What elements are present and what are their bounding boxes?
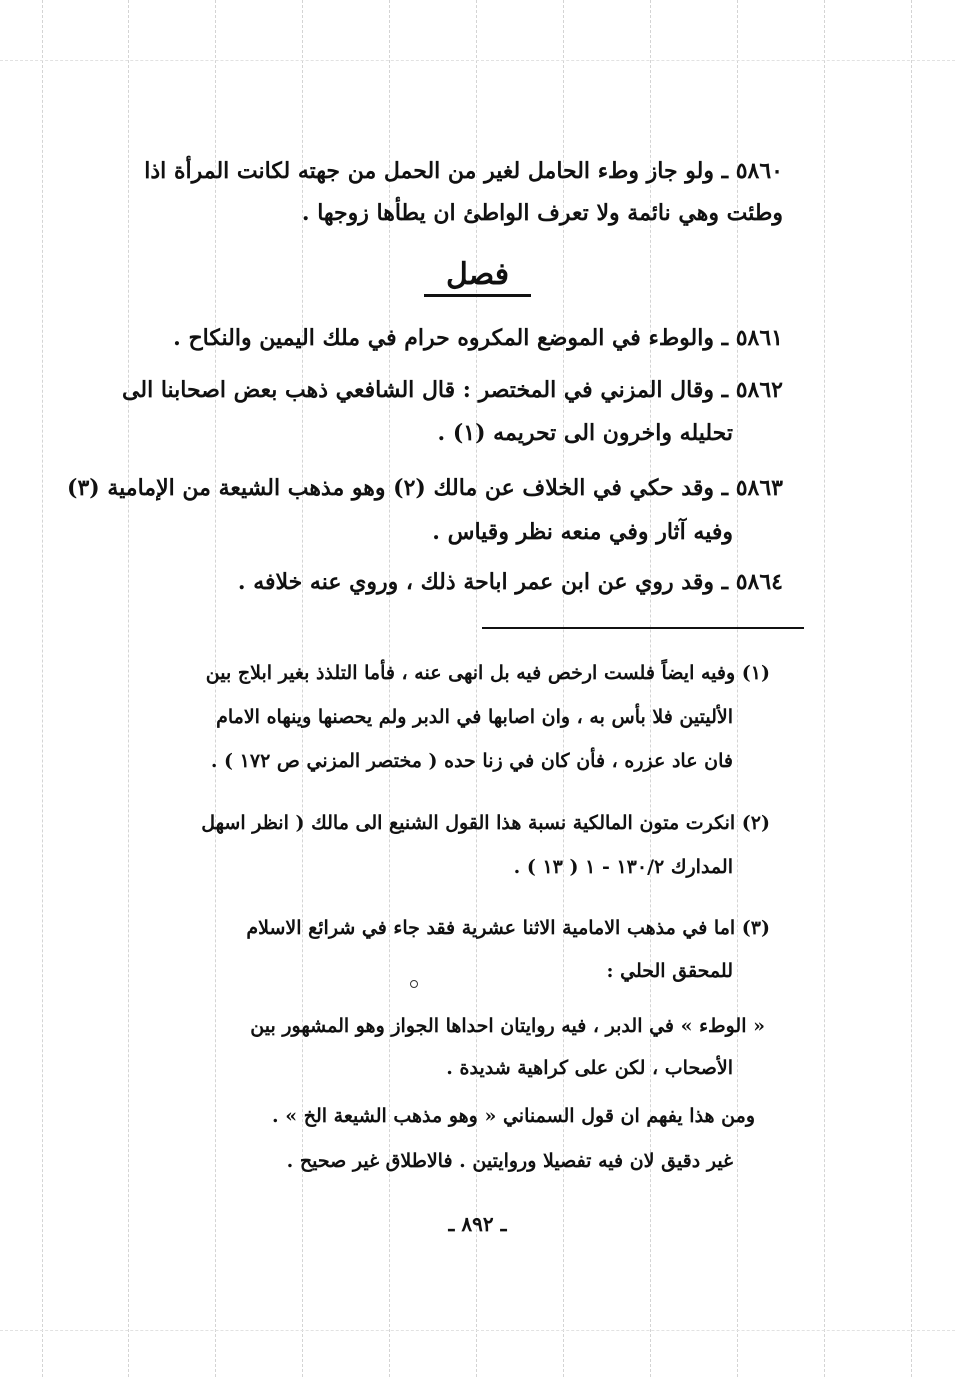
grid-line [128,0,129,1377]
footnote-line: الأصحاب ، لكن على كراهية شديدة . [446,1057,733,1079]
footnote-line: فان عاد عزره ، فأن كان في زنا حده ( مختصر المزني ص ١٧٢ ) . [210,750,733,772]
footnote-line: الأليتين فلا بأس به ، وان اصابها في الدبر ولم يحصنها وينهاه الامام [216,706,733,728]
footnote-line: (١) وفيه ايضاً فلست ارخص فيه بل انهى عنه ، فأما التلذذ بغير ابلاج بين [205,662,770,684]
footnote-line: ومن هذا يفهم ان قول السمناني « وهو مذهب الشيعة الخ » . [272,1105,755,1127]
item-line: ٥٨٦٤ ـ وقد روي عن ابن عمر اباحة ذلك ، وروي عنه خلافه . [237,569,783,595]
item-line: وفيه آثار وفي منعه نظر وقياس . [432,519,733,545]
paragraph-line: ٥٨٦٠ ـ ولو جاز وطء الحامل لغير من الحمل من جهته لكانت المرأة اذا [144,158,783,184]
grid-line [824,0,825,1377]
grid-line [0,60,955,61]
item-line: تحليله واخرون الى تحريمه (١) . [437,420,733,446]
footnote-line: المدارك ١٣٠/٢ - ١ ( ١٣ ) . [513,856,733,878]
footnote-line: « الوطء » في الدبر ، فيه روايتان احداها الجواز وهو المشهور بين [250,1015,765,1037]
grid-line [0,1330,955,1331]
grid-line [215,0,216,1377]
footnote-line: (٢) انكرت متون المالكية نسبة هذا القول الشنيع الى مالك ( انظر اسهل [201,812,770,834]
paragraph-line: وطئت وهي نائمة ولا تعرف الواطئ ان يطأها زوجها . [301,200,783,226]
footnote-line: غير دقيق لان فيه تفصيلا وروايتين . فالاطلاق غير صحيح . [286,1150,733,1172]
section-heading [0,257,955,292]
footnote-line: (٣) اما في مذهب الامامية الاثنا عشرية فقد جاء في شرائع الاسلام [246,917,770,939]
grid-line [42,0,43,1377]
item-line: ٥٨٦١ ـ والوطء في الموضع المكروه حرام في ملك اليمين والنكاح . [173,325,783,351]
section-heading-text: فصل [424,257,531,297]
footnote-line: للمحقق الحلي : [606,960,733,982]
grid-line [911,0,912,1377]
item-line: ٥٨٦٢ ـ وقال المزني في المختصر : قال الشافعي ذهب بعض اصحابنا الى [122,377,783,403]
page-number: ـ ٨٩٢ ـ [448,1212,507,1236]
item-line: ٥٨٦٣ ـ وقد حكي في الخلاف عن مالك (٢) وهو مذهب الشيعة من الإمامية (٣) [67,475,783,501]
footnote-separator [482,627,804,629]
scan-speck [410,980,418,988]
